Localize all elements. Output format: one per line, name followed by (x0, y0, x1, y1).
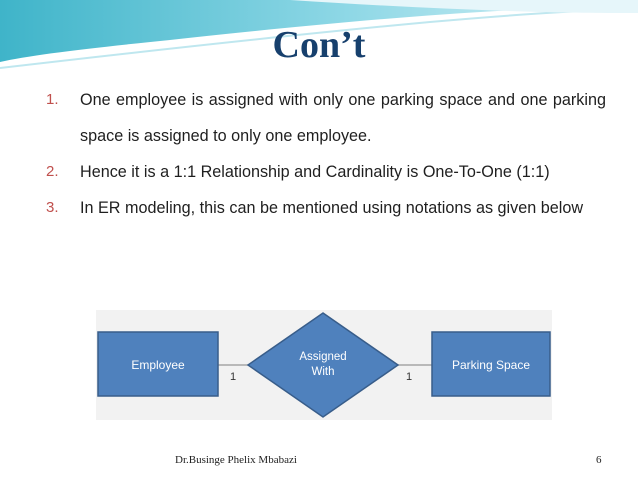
slide-title: Con’t (272, 24, 366, 66)
bullet-list (46, 82, 606, 226)
bullet-text: One employee is assigned with only one parking space and one parking space is assigned to only one employee. (80, 91, 606, 145)
bullet-item (46, 82, 606, 154)
cardinality-right: 1 (405, 371, 413, 383)
entity-parking-space-label: Parking Space (451, 358, 531, 372)
relationship-label-line1: Assigned (299, 351, 347, 363)
page-number: 6 (596, 454, 602, 466)
relationship-label-line2: With (311, 366, 335, 378)
bullet-text: Hence it is a 1:1 Relationship and Cardinality is One-To-One (1:1) (80, 163, 550, 181)
bullet-number: 3. (46, 199, 59, 216)
bullet-number: 2. (46, 163, 59, 180)
cardinality-left: 1 (229, 371, 237, 383)
bullet-item (46, 154, 606, 190)
footer-author: Dr.Businge Phelix Mbabazi (175, 454, 297, 466)
entity-employee-label: Employee (131, 358, 185, 372)
er-diagram (96, 310, 552, 420)
bullet-text: In ER modeling, this can be mentioned using notations as given below (80, 199, 584, 217)
bullet-number: 1. (46, 91, 59, 108)
bullet-item (46, 190, 606, 226)
